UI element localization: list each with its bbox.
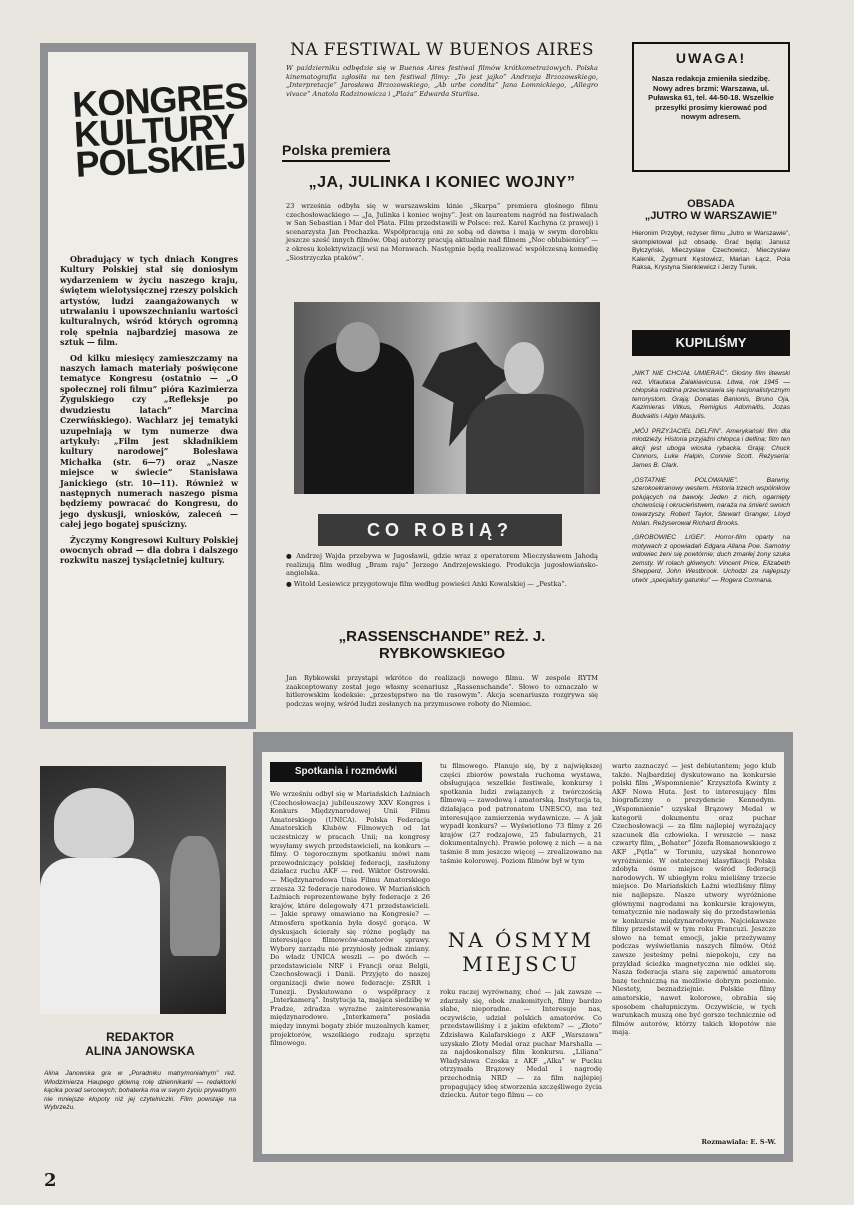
redaktor-section bbox=[40, 1030, 240, 1113]
premiera-photo bbox=[294, 302, 600, 494]
festival-title: NA FESTIWAL W BUENOS AIRES bbox=[290, 40, 594, 60]
corobia-item bbox=[282, 580, 602, 589]
corobia-title: CO ROBIĄ? bbox=[367, 520, 513, 540]
premiera-text: 23 września odbyła się w warszawskim kinie „Skarpa” premiera głośnego filmu czechosłowackiego — „Ja, Julinka i koniec wojny”. Jest on laureatem nagród na festiwalach w San Sebastian i Mar del Plata. Film przedstawili w Polsce: reż. Karel Kachyna (z prawej) i scenarzysta Jan Prochazka. Współpracują oni ze sobą od dawna i mają w swym dorobku jeszcze sześć innych filmów. Obaj autorzy pracują aktualnie nad filmem „Noc oblubienicy” — z okresu kolektywizacji wsi na Morawach. Następnie będą realizować współczesną komedię „Siostrzyczka ptaków”. bbox=[286, 202, 598, 262]
spotkania-label-bar bbox=[270, 762, 422, 782]
kupilismy-title: KUPILIŚMY bbox=[675, 335, 747, 350]
corobia-title-bar bbox=[318, 514, 562, 546]
kupilismy-item: „GROBOWIEC LIGEI”. Horror-film oparty na motywach z opowiadań Edgara Allana Poe. Samotny wdowiec żeni się powtórnie; duch zmarłej żony szuka zemsty. W rolach głównych: Vincent Price, Elizabeth Shepperd, John Westbrook. Uchodzi za najlepszy utwór „specjalisty gatunku” — Rogera Cormana. bbox=[632, 534, 790, 585]
kongres-paragraph: Życzymy Kongresowi Kultury Polskiej owocnych obrad — dla dobra i dalszego rozkwitu naszej tysiącletniej kultury. bbox=[60, 534, 238, 566]
premiera-title: „JA, JULINKA I KONIEC WOJNY” bbox=[308, 174, 576, 191]
spotkania-col2b: roku raczej wyrównany, choć — jak zawsze — zdarzały się, obok znakomitych, filmy bardzo słabe, nieporadne. — Interesuje nas, oczywiście, udział polskich amatorów. Co przedstawiliśmy i z jakim efektem? — „Złoto” Zdzisława Kalafarskiego z AKF „Warszawa” uzyskało Złoty Medal oraz puchar Marshalla — za najdoskonalszy film konkursu. „Liliana” Władysława Czoska z AKF „Alka” w Pucku otrzymała Brązowy Medal i nagrodę przechodnią NRD — za film najlepiej propagujący ideę stworzenia szczęśliwego życia dziecku. Autor tego filmu — co bbox=[440, 988, 602, 1100]
kupilismy-title-bar bbox=[632, 330, 790, 356]
kupilismy-item: „NIKT NIE CHCIAŁ UMIERAĆ”. Głośny film litewski reż. Vitautasa Żalakiavicusa. Litwa, rok 1945 — chłopska rodzina przeciwstawia się nacjonalistycznym terrorystom. Grają: Donatas Banionis, Bruno Oja, Kazimieras Vitkus, Remigius Adomaitis, Jozas Budvaitis i Algio Masjulis. bbox=[632, 370, 790, 420]
kupilismy-item: „MÓJ PRZYJACIEL DELFIN”. Amerykański film dla młodzieży. Historia przyjaźni chłopca i delfina; film ten akcji jest uboga wioska rybacka. Grają: Chuck Connors, Luke Halpin, Connie Scott. Reżyseria: James B. Clark. bbox=[632, 427, 790, 469]
bullet-icon: ● bbox=[286, 579, 294, 588]
spotkania-signature: Rozmawiała: E. S-W. bbox=[701, 1138, 776, 1146]
uwaga-box bbox=[632, 42, 790, 172]
festival-section bbox=[282, 40, 602, 98]
festival-text: W październiku odbędzie się w Buenos Aires festiwal filmów krótkometrażowych. Polska kinematografia zgłosiła na ten festiwal filmy: „To jest jajko” Andrzeja Brzozowskiego, „Interpretacje” Jarosława Brzozowskiego, „Ab urbe condita” Jana Łomnickiego, „Allegro vivace” Anatola Radzinowicza i „Plaża” Edwarda Sturlisa. bbox=[286, 64, 598, 98]
corobia-item bbox=[282, 552, 602, 578]
kongres-box bbox=[48, 52, 248, 722]
kongres-text bbox=[60, 254, 238, 566]
rassenschande-title: „RASSENSCHANDE” REŻ. J. RYBKOWSKIEGO bbox=[338, 628, 546, 662]
rassenschande-text: Jan Rybkowski przystąpi wkrótce do realizacji nowego filmu. W zespole RYTM zaakceptowany został jego własny scenariusz „Rassenschande”. Słowo to oznaczało w hitlerowskim kodeksie: „przestępstwo na tle rasowym”. Akcja scenariusza rozgrywa się podczas wojny, wśród ludzi zesłanych na przymusowe roboty do Niemiec. bbox=[286, 674, 598, 708]
uwaga-title: UWAGA! bbox=[675, 50, 747, 66]
spotkania-col3: warto zaznaczyć — jest debiutantem; jego klub także. Najbardziej dyskutowano na konkursie polski film „Wspomnienie” Krzysztofa Kwinty z AKF Nowa Huta. Jest to interesujący film biograficzny o prezydencie Kennedym. „Wspomnienie” uzyskał Brązowy Medal w kategorii dokumentu oraz puchar Czechosłowacji — za film najlepiej wyrażający szacunek dla człowieka. I wreszcie — nasz czwarty film, „Bohater” Józefa Romanowskiego z AKF „Pętla” w Toruniu, uzyskał honorowe wyróżnienie. W ostatecznej klasyfikacji Polska zdobyła ósme miejsce wśród federacji narodowych. W ubiegłym roku mieliśmy trzecie miejsce. Do Mariańskich Łaźni wieźliśmy filmy nie najlepsze. Nasze utwory wyróżnione głównymi nagrodami na konkursie krajowym, tematycznie nie nadawały się do przedstawienia w konkursie międzynarodowym. Najciekawsze filmy przedstawił w tym roku Francuzi. Jeszcze słowo na temat emocji, jakie przeżywamy podczas wyświetlania naszych filmów. Otóż zawsze jesteśmy pełni niepokoju, czy na przykład ścieżka magnetyczna nie odklei się. Nasza federacja stara się zapewnić amatorom bazę techniczną na możliwie dobrym poziomie. Niestety, beznadziejnie. Polskie filmy amatorskie, nawet kolorowe, obrabia się sposobem chałupniczym. Oczywiście, w tych warunkach muszą one być gorsze technicznie od filmów autorów, którzy takich kłopotów nie mają. bbox=[612, 762, 776, 1037]
obsada-title: OBSADA bbox=[687, 198, 735, 210]
kongres-logo bbox=[71, 74, 249, 185]
corobia-item-text: Witold Lesiewicz przygotowuje film według powieści Anki Kowalskiej — „Pestka”. bbox=[293, 579, 567, 588]
premiera-section bbox=[282, 140, 602, 262]
redaktor-title: REDAKTOR bbox=[106, 1030, 174, 1044]
rassenschande-section bbox=[282, 628, 602, 708]
spotkania-col2a: tu filmowego. Planuje się, by z największej części zbiorów powstała ruchoma wystawa, obsługująca wszelkie festiwale, konkursy i spotkania ludzi związanych z twórczością filmową — zawodową i amatorską. Instytucja ta, działająca pod patronatem UNESCO, ma też interesujące zamierzenia wydawnicze. — A jak wypadł konkurs? — Wyświetlono 73 filmy z 26 krajów (27 rodzajowe, 25 fabularnych, 21 dokumentalnych). Prawie połowę z nich — a na taśmie 8 mm jeszcze więcej — zrealizowano na taśmie kolorowej. Poziom filmów był w tym bbox=[440, 762, 602, 865]
kongres-paragraph: Obradujący w tych dniach Kongres Kultury Polskiej stał się doniosłym wydarzeniem w życiu naszego kraju, świętem wielotysięcznej rzeszy polskich artystów, ludzi zaangażowanych w utrwalaniu i upowszechnianiu wartości kulturalnych, wśród których ogromną rolę spełnia najbardziej masowa ze sztuk — film. bbox=[60, 254, 238, 348]
kongres-paragraph: Od kilku miesięcy zamieszczamy na naszych łamach materiały poświęcone tematyce Kongresu (ostatnio — „O społecznej roli filmu” pióra Kazimierza Żygulskiego czy „Refleksje po dwudziestu latach” Marcina Czerwińskiego). Wachlarz jej tematyki uzupełniają w tym numerze dwa artykuły: „Film jest składnikiem kultury narodowej” Bolesława Michałka (str. 6—7) oraz „Nasze miejsce w świecie” Stanisława Janickiego (str. 10—11). Również w następnych numerach naszego pisma będziemy powracać do Kongresu, do jego dyskusji, wniosków, zaleceń — całej jego bogatej spuścizny. bbox=[60, 352, 238, 530]
redaktor-caption: Alina Janowska gra w „Poradniku matrymonialnym” reż. Włodzimierza Haupego główną rolę dziennikarki — redaktorki kącika porad sercowych; bohaterka ma w swym życiu prywatnym nie mniejsze kłopoty niż jej czytelniczki. Film powstaje na Wybrzeżu. bbox=[44, 1070, 236, 1112]
janowska-photo bbox=[40, 766, 226, 1014]
bullet-icon: ● bbox=[286, 552, 297, 560]
miejscu-title: NA ÓSMYM MIEJSCU bbox=[447, 928, 595, 976]
kupilismy-section bbox=[632, 370, 790, 588]
page-number: 2 bbox=[44, 1170, 57, 1191]
redaktor-name: ALINA JANOWSKA bbox=[85, 1044, 195, 1058]
obsada-subtitle: „JUTRO W WARSZAWIE” bbox=[644, 210, 778, 222]
photo-man-right bbox=[466, 394, 584, 494]
obsada-section bbox=[632, 198, 790, 273]
photo-vase bbox=[170, 836, 220, 956]
premiera-label: Polska premiera bbox=[282, 142, 390, 162]
spotkania-label: Spotkania i rozmówki bbox=[294, 766, 398, 777]
kupilismy-item: „OSTATNIE POLOWANIE”. Barwny, szerokoekranowy western. Historia trzech wspólników polujących na bawoły. Jeden z nich, ogarnięty chciwością i okrucieństwem, naraża na śmierć swoich towarzyszy. Robert Taylor, Stewart Granger, Lloyd Nolan. Reżyserował Richard Brooks. bbox=[632, 476, 790, 527]
photo-man-right-head bbox=[504, 342, 544, 394]
kongres-logo-text: KONGRES KULTURY POLSKIEJ bbox=[71, 74, 249, 185]
photo-man-left-head bbox=[336, 322, 380, 372]
corobia-section bbox=[282, 552, 602, 590]
photo-woman-hair bbox=[54, 788, 134, 858]
corobia-item-text: Andrzej Wajda przebywa w Jugosławii, gdzie wraz z operatorem Mieczysławem Jahodą realizują film według „Bram raju” Jerzego Andrzejewskiego. Produkcja jugosłowiańsko-angielska. bbox=[286, 552, 598, 578]
uwaga-text: Nasza redakcja zmieniła siedzibę. Nowy adres brzmi: Warszawa, ul. Puławska 61, tel. 44-50-18. Wszelkie przesyłki prosimy kierować pod nowym adresem. bbox=[648, 74, 774, 122]
spotkania-col1: We wrześniu odbył się w Mariańskich Łaźniach (Czechosłowacja) jubileuszowy XXV Kongres i Konkurs Międzynarodowej Unii Filmu Amatorskiego (UNICA). Polska Federacja Amatorskich Klubów Filmowych od lat uczestniczy w pracach Unii; na kongresy wysyłamy swych przedstawicieli, na konkurs — filmy. O tegorocznym spotkaniu mówi nam przewodniczący polskiej federacji, zasłużony działacz ruchu AKF — red. Wiktor Ostrowski. — Międzynarodowa Unia Filmu Amatorskiego zrzesza 32 federacje narodowe. W Mariańskich Łaźniach reprezentowane były federacje z 26 krajów, które delegowały 471 przedstawicieli. — Jakie sprawy omawiano na Kongresie? — Atmosfera spotkania była dosyć gorąca. W dyskusjach ścierały się różne poglądy na interesujące filmowców-amatorów sprawy. Wybory zarządu nie przyniosły jednak zmiany. Do władz UNICA weszli — po dwóch — przedstawiciele NRF i Francji oraz Belgii, Czechosłowacji i Danii. Przyjęto do naszej organizacji dwie nowe federacje: ZSRR i Tunezji. Dyskutowano o współpracy z „Interkamerą”. Instytucja ta, mająca siedzibę w Pradze, zdradza wyraźne zainteresowania międzynarodowe. „Interkamera” posiada między innymi bogaty zbiór muzealnych kamer, projektorów, wszelkiego rodzaju sprzętu filmowego. bbox=[270, 790, 430, 1048]
obsada-text: Hieronim Przybył, reżyser filmu „Jutro w Warszawie”, skompletował już obsadę. Grać będą: Janusz Bylczyński, Mieczysław Czechowicz, Mieczysław Kalenik, Zygmunt Kęstowicz, Marian Łącz, Pola Raksa, Krystyna Sienkiewicz i Jerzy Turek. bbox=[632, 230, 790, 272]
photo-woman-body bbox=[40, 858, 160, 1014]
